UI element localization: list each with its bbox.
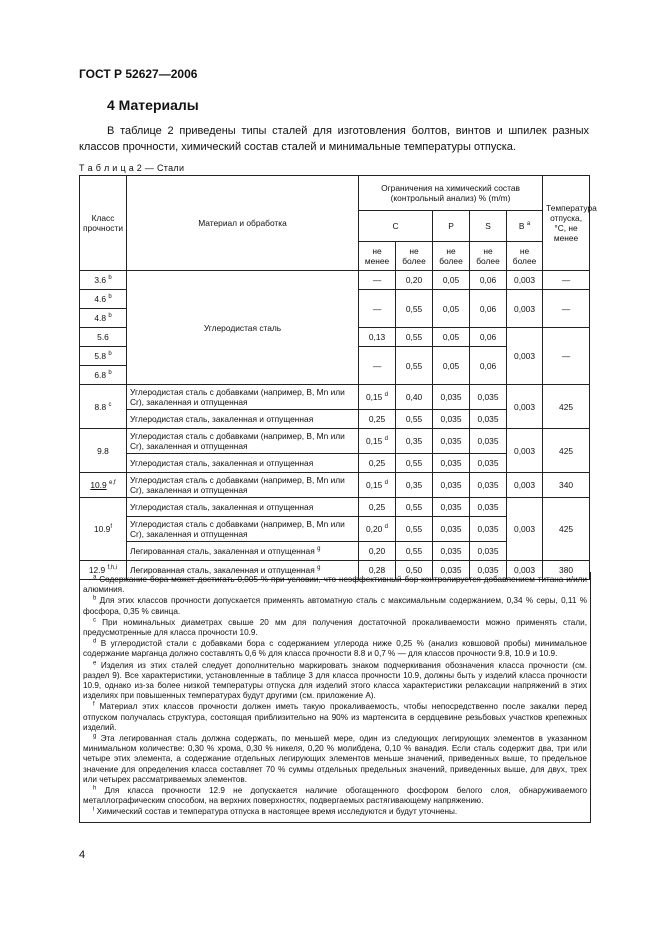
s-cell: 0,035 (470, 454, 507, 473)
s-cell: 0,035 (470, 542, 507, 561)
table-row (80, 498, 590, 517)
material-cell: Легированная сталь, закаленная и отпущенная $^g$ (127, 561, 359, 580)
header-temp: Температура отпуска, °С, не менее (543, 176, 590, 271)
c-min-cell: — (359, 271, 396, 290)
s-cell: 0,035 (470, 429, 507, 454)
p-cell: 0,035 (433, 454, 470, 473)
c-max-cell: 0,40 (396, 385, 433, 410)
material-cell: Углеродистая сталь с добавками (например, В, Mn или Cr), закаленная и отпущенная (127, 517, 359, 542)
class-cell: 4.6 $^b$ (80, 290, 127, 309)
b-cell: 0,003 (507, 561, 543, 580)
class-cell: 8.8 $^c$ (80, 385, 127, 429)
class-cell: 10.9$^f$ (80, 498, 127, 561)
p-cell: 0,05 (433, 347, 470, 385)
header-p: P (433, 211, 470, 242)
b-cell: 0,003 (507, 429, 543, 473)
c-max-cell: 0,55 (396, 498, 433, 517)
p-cell: 0,035 (433, 498, 470, 517)
temp-cell: 340 (543, 473, 590, 498)
temp-cell: — (543, 271, 590, 290)
c-min-cell: 0,25 (359, 454, 396, 473)
c-max-cell: 0,50 (396, 561, 433, 580)
steels-table (79, 175, 597, 580)
header-p-max: не более (433, 242, 470, 271)
c-max-cell: 0,55 (396, 328, 433, 347)
footnote: $^d$ В углеродистой стали с добавками бора с содержанием углерода ниже 0,25 % (анализ ковшовой пробы) минимальное содержание марганца должно составлять 0,6 % для класса прочности 8.8 и 0,7 % — для классов прочности 9.8, 10.9 и 10.9. (83, 638, 587, 659)
p-cell: 0,035 (433, 429, 470, 454)
temp-cell: — (543, 328, 590, 385)
c-min-cell: 0,15 $^d$ (359, 473, 396, 498)
s-cell: 0,035 (470, 561, 507, 580)
p-cell: 0,05 (433, 271, 470, 290)
temp-cell: 425 (543, 498, 590, 561)
table-row (80, 473, 590, 498)
c-min-cell: — (359, 347, 396, 385)
p-cell: 0,05 (433, 290, 470, 328)
class-cell: 5.6 (80, 328, 127, 347)
s-cell: 0,06 (470, 290, 507, 328)
c-min-cell: 0,13 (359, 328, 396, 347)
class-cell: 6.8 $^b$ (80, 366, 127, 385)
temp-cell: — (543, 290, 590, 328)
footnote: $^i$ Химический состав и температура отпуска в настоящее время исследуются и будут уточнены. (93, 806, 458, 817)
class-cell: 10.9 $^{e,f}$ (80, 473, 127, 498)
c-max-cell: 0,55 (396, 517, 433, 542)
p-cell: 0,035 (433, 385, 470, 410)
s-cell: 0,06 (470, 347, 507, 385)
section-title: 4 Материалы (107, 97, 199, 113)
temp-cell: 425 (543, 429, 590, 473)
footnote: $^f$ Материал этих классов прочности должен иметь такую прокаливаемость, чтобы непосредственно после закалки перед отпуском получалась структура, состоящая приблизительно на 90% из мартенсита в сердцевине резьбовых участков крепежных изделий. (83, 701, 588, 732)
p-cell: 0,035 (433, 561, 470, 580)
material-cell: Углеродистая сталь, закаленная и отпущенная (127, 410, 359, 429)
material-cell: Углеродистая сталь с добавками (например, В, Mn или Cr), закаленная и отпущенная (127, 385, 359, 410)
b-cell: 0,003 (507, 271, 543, 290)
header-b-max: не более (507, 242, 543, 271)
header-c: C (359, 211, 433, 242)
c-min-cell: 0,25 (359, 498, 396, 517)
table-row (80, 271, 590, 290)
footnote: $^g$ Эта легированная сталь должна содержать, по меньшей мере, один из следующих легирующих элементов в указанном минимальном количестве: 0,30 % хрома, 0,30 % никеля, 0,20 % молибдена, 0,10 % ванадия. Если сталь содержит два, три или четыре этих элемента, а содержание отдельных легирующих элементов меньше значений, приведенных выше, то предельное значение для определения класса составляет 70 % суммы отдельных предельных значений, приведенных выше, для двух, трех или четырех рассматриваемых элементов. (83, 733, 587, 784)
c-max-cell: 0,55 (396, 290, 433, 328)
temp-cell: 380 (543, 561, 590, 580)
s-cell: 0,035 (470, 498, 507, 517)
c-min-cell: 0,15 $^d$ (359, 429, 396, 454)
c-max-cell: 0,55 (396, 410, 433, 429)
footnote: $^h$ Для класса прочности 12.9 не допускается наличие обогащенного фосфором белого слоя, обнаруживаемого металлографическим способом, на верхних поверхностях, подвергаемых растягивающему напряжению. (83, 785, 587, 806)
header-b: B $^a$ (507, 211, 543, 242)
c-max-cell: 0,55 (396, 347, 433, 385)
table-row (80, 429, 590, 454)
page-number: 4 (79, 849, 86, 861)
c-min-cell: 0,15 $^d$ (359, 385, 396, 410)
s-cell: 0,035 (470, 385, 507, 410)
b-cell: 0,003 (507, 385, 543, 429)
c-max-cell: 0,35 (396, 429, 433, 454)
c-min-cell: 0,25 (359, 410, 396, 429)
material-cell: Углеродистая сталь, закаленная и отпущенная (127, 454, 359, 473)
class-cell: 5.8 $^b$ (80, 347, 127, 366)
header-c-min: не менее (359, 242, 396, 271)
s-cell: 0,035 (470, 410, 507, 429)
p-cell: 0,05 (433, 328, 470, 347)
footnote: $^а$ Содержание бора может достигать 0,005 % при условии, что неэффективный бор контролируется добавлением титана и/или алюминия. (83, 574, 587, 595)
p-cell: 0,035 (433, 410, 470, 429)
c-max-cell: 0,55 (396, 454, 433, 473)
p-cell: 0,035 (433, 473, 470, 498)
intro-paragraph: В таблице 2 приведены типы сталей для изготовления болтов, винтов и шпилек разных классов прочности, химический состав сталей и минимальные температуры отпуска. (79, 125, 589, 153)
s-cell: 0,06 (470, 271, 507, 290)
header-limits: Ограничения на химический состав (контрольный анализ) % (m/m) (359, 176, 543, 211)
s-cell: 0,035 (470, 517, 507, 542)
footnote: $^e$ Изделия из этих сталей следует дополнительно маркировать знаком подчеркивания обозначения класса прочности (см. раздел 9). Все характеристики, установленные в таблице 3 для класса прочности 10.9, должны быть у изделий класса прочности 10.9, однако из-за более низкой температуры отпуска для изделий этого класса характеристики релаксации напряжений в этих изделиях при повышенных температурах будут другими (см. приложение А). (83, 659, 587, 701)
header-c-max: не более (396, 242, 433, 271)
header-class: Класс прочности (80, 176, 127, 271)
class-cell: 3.6 $^b$ (80, 271, 127, 290)
c-min-cell: 0,20 $^d$ (359, 517, 396, 542)
material-cell: Углеродистая сталь, закаленная и отпущенная (127, 498, 359, 517)
b-cell: 0,003 (507, 290, 543, 328)
material-cell: Углеродистая сталь (127, 271, 359, 385)
material-cell: Легированная сталь, закаленная и отпущенная $^g$ (127, 542, 359, 561)
s-cell: 0,035 (470, 473, 507, 498)
table-row (80, 385, 590, 410)
material-cell: Углеродистая сталь с добавками (например, В, Mn или Cr), закаленная и отпущенная (127, 429, 359, 454)
s-cell: 0,06 (470, 328, 507, 347)
table-footnotes (79, 572, 591, 823)
c-max-cell: 0,55 (396, 542, 433, 561)
b-cell: 0,003 (507, 328, 543, 385)
class-cell: 4.8 $^b$ (80, 309, 127, 328)
class-cell: 9.8 (80, 429, 127, 473)
header-material: Материал и обработка (127, 176, 359, 271)
b-cell: 0,003 (507, 498, 543, 561)
footnote: $^b$ Для этих классов прочности допускается применять автоматную сталь с максимальным содержанием, 0,34 % серы, 0,11 % фосфора, 0,35 % свинца. (83, 595, 587, 616)
p-cell: 0,035 (433, 517, 470, 542)
temp-cell: 425 (543, 385, 590, 429)
b-cell: 0,003 (507, 473, 543, 498)
c-min-cell: 0,20 (359, 542, 396, 561)
c-min-cell: — (359, 290, 396, 328)
header-s-max: не более (470, 242, 507, 271)
c-max-cell: 0,35 (396, 473, 433, 498)
footnote: $^c$ При номинальных диаметрах свыше 20 мм для получения достаточной прокаливаемости можно применять стали, предусмотренные для класса прочности 10.9. (83, 617, 587, 638)
c-min-cell: 0,28 (359, 561, 396, 580)
document-header: ГОСТ Р 52627—2006 (79, 67, 198, 81)
table-caption: Т а б л и ц а 2 — Стали (79, 163, 185, 173)
material-cell: Углеродистая сталь с добавками (например, В, Mn или Cr), закаленная и отпущенная (127, 473, 359, 498)
header-s: S (470, 211, 507, 242)
p-cell: 0,035 (433, 542, 470, 561)
c-max-cell: 0,20 (396, 271, 433, 290)
class-cell: 12.9 $^{f,h,i}$ (80, 561, 127, 580)
